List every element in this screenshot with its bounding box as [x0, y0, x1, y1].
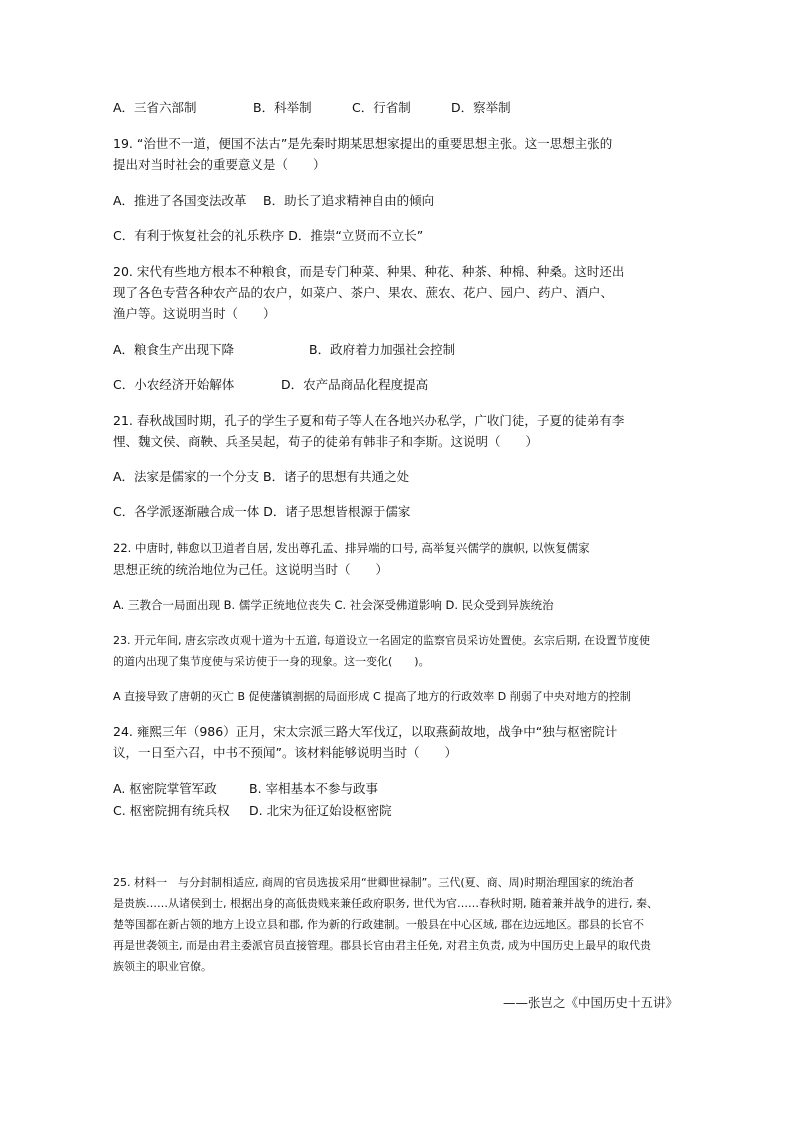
- q20-stem-line3: 渔户等。这说明当时（ ）: [113, 306, 276, 321]
- q20-option-c: C．小农经济开始解体: [113, 377, 235, 392]
- q18-option-a: A．三省六部制: [113, 100, 197, 115]
- q24-stem-line2: 议，一日至六召，中书不预闻”。该材料能够说明当时（ ）: [113, 745, 457, 760]
- q22-options: A. 三教合一局面出现 B. 儒学正统地位丧失 C. 社会深受佛道影响 D. 民众受到异族统治: [113, 598, 554, 612]
- q19-stem-line2: 提出对当时社会的重要意义是（ ）: [113, 157, 326, 172]
- q23-options: A 直接导致了唐朝的灭亡 B 促使藩镇割据的局面形成 C 提高了地方的行政效率 D 削弱了中央对地方的控制: [113, 690, 631, 703]
- q19-options-cd: C．有利于恢复社会的礼乐秩序 D．推崇“立贤而不立长”: [113, 228, 424, 243]
- q21-options-cd: C．各学派逐渐融合成一体 D．诸子思想皆根源于儒家: [113, 504, 411, 519]
- q20-options-cd: [113, 377, 428, 393]
- q25-material-line1: 25. 材料一 与分封制相适应, 商周的官员选拔采用“世卿世禄制”。三代(夏、商、周)时期治理国家的统治者: [113, 876, 634, 889]
- q22-stem-line1: 22. 中唐时, 韩愈以卫道者自居, 发出尊孔孟、排异端的口号, 高举复兴儒学的旗帜, 以恢复儒家: [113, 541, 590, 555]
- q24-options-cd: [113, 803, 392, 819]
- q21-stem-line2: 悝、魏文侯、商鞅、兵圣吴起，荀子的徒弟有韩非子和李斯。这说明（ ）: [113, 434, 539, 449]
- q18-option-d: D．察举制: [451, 100, 511, 115]
- q24-option-b: B. 宰相基本不参与政事: [249, 781, 379, 796]
- q22-stem-line2: 思想正统的统治地位为己任。这说明当时（ ）: [113, 562, 389, 577]
- q21-stem-line1: 21. 春秋战国时期，孔子的学生子夏和荀子等人在各地兴办私学，广收门徒，子夏的徒弟有李: [113, 413, 625, 428]
- q20-stem-line2: 现了各色专营各种农产品的农户，如菜户、茶户、果农、蔗农、花户、园户、药户、酒户、: [113, 285, 614, 300]
- q18-options: [113, 100, 511, 116]
- q25-material-line3: 楚等国都在新占领的地方上设立县和郡, 作为新的行政建制。一般县在中心区域, 郡在边远地区。郡县的长官不: [113, 918, 644, 931]
- q20-option-d: D．农产品商品化程度提高: [281, 377, 429, 392]
- q18-option-c: C．行省制: [352, 100, 411, 115]
- q25-material-line2: 是贵族……从诸侯到士, 根据出身的高低贵贱来兼任政府职务, 世代为官……春秋时期, 随着兼并战争的进行, 秦、: [113, 897, 658, 910]
- q21-options-ab: A．法家是儒家的一个分支 B．诸子的思想有共通之处: [113, 469, 410, 484]
- q24-option-a: A. 枢密院掌管军政: [113, 781, 217, 796]
- q24-option-c: C. 枢密院拥有统兵权: [113, 803, 230, 818]
- q19-stem-line1: 19. “治世不一道，便国不法古”是先秦时期某思想家提出的重要思想主张。这一思想主张的: [113, 136, 613, 151]
- q24-option-d: D. 北宋为征辽始设枢密院: [249, 803, 392, 818]
- q20-option-b: B．政府着力加强社会控制: [309, 342, 456, 357]
- q20-stem-line1: 20. 宋代有些地方根本不种粮食，而是专门种菜、种果、种花、种茶、种棉、种桑。这时还出: [113, 264, 625, 279]
- q23-stem-line1: 23. 开元年间, 唐玄宗改贞观十道为十五道, 每道设立一名固定的监察官员采访处置使。玄宗后期, 在设置节度使: [113, 634, 650, 647]
- q18-option-b: B．科举制: [253, 100, 312, 115]
- q25-material-line5: 族领主的职业官僚。: [113, 960, 212, 973]
- q25-material-line4: 再是世袭领主, 而是由君主委派官员直接管理。郡县长官由君主任免, 对君主负责, 成为中国历史上最早的取代贵: [113, 939, 651, 952]
- q25-source-citation: ——张岂之《中国历史十五讲》: [502, 995, 678, 1010]
- q20-options-ab: [113, 342, 455, 358]
- q19-options-ab: A．推进了各国变法改革 B．助长了追求精神自由的倾向: [113, 193, 435, 208]
- q20-option-a: A．粮食生产出现下降: [113, 342, 235, 357]
- q24-options-ab: [113, 781, 378, 797]
- q24-stem-line1: 24. 雍熙三年（986）正月，宋太宗派三路大军伐辽，以取燕蓟故地，战争中“独与枢密院计: [113, 724, 618, 739]
- q23-stem-line2: 的道内出现了集节度使与采访使于一身的现象。这一变化( )。: [113, 655, 430, 668]
